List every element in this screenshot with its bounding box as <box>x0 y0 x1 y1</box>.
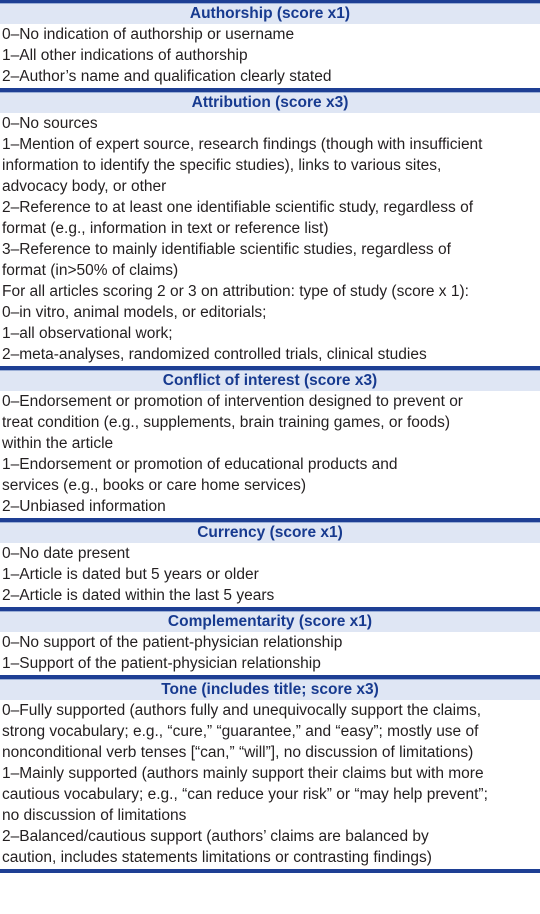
section-body: 0–No indication of authorship or username 1–All other indications of authorship 2–Author’s name and qualification clearly stated <box>2 26 332 85</box>
section-header: Attribution (score x3) <box>0 92 540 113</box>
section-currency <box>0 522 540 607</box>
section-body: 0–Fully supported (authors fully and unequivocally support the claims, strong vocabulary; e.g., “cure,” “guarantee,” and “easy”; mostly use of nonconditional verb tenses [“can,” “will”], no discussion of limitations) 1–Mainly supported (authors mainly support their claims but with more cautious vocabulary; e.g., “can reduce your risk” or “may help prevent”; no discussion of limitations 2–Balanced/cautious support (authors’ claims are balanced by caution, includes statements limitations or contrasting findings) <box>2 702 488 866</box>
section-tone <box>0 679 540 869</box>
section-complementarity <box>0 611 540 675</box>
section-attribution <box>0 92 540 366</box>
section-header: Authorship (score x1) <box>0 3 540 24</box>
section-body: 0–No date present 1–Article is dated but 5 years or older 2–Article is dated within the last 5 years <box>2 545 275 604</box>
section-header: Currency (score x1) <box>0 522 540 543</box>
section-body: 0–Endorsement or promotion of intervention designed to prevent or treat condition (e.g., supplements, brain training games, or foods) within the article 1–Endorsement or promotion of educational products and services (e.g., books or care home services) 2–Unbiased information <box>2 393 463 515</box>
table-bottom-rule <box>0 869 540 873</box>
section-conflict-of-interest <box>0 370 540 518</box>
section-header: Tone (includes title; score x3) <box>0 679 540 700</box>
section-authorship <box>0 3 540 88</box>
section-body: 0–No sources 1–Mention of expert source, research findings (though with insufficient information to identify the specific studies), links to various sites, advocacy body, or other 2–Reference to at least one identifiable scientific study, regardless of format (e.g., information in text or reference list) 3–Reference to mainly identifiable scientific studies, regardless of format (in>50% of claims) For all articles scoring 2 or 3 on attribution: type of study (score x 1): 0–in vitro, animal models, or editorials; 1–all observational work; 2–meta-analyses, randomized controlled trials, clinical studies <box>2 115 483 363</box>
section-body: 0–No support of the patient-physician relationship 1–Support of the patient-physician relationship <box>2 634 343 672</box>
section-header: Conflict of interest (score x3) <box>0 370 540 391</box>
section-header: Complementarity (score x1) <box>0 611 540 632</box>
